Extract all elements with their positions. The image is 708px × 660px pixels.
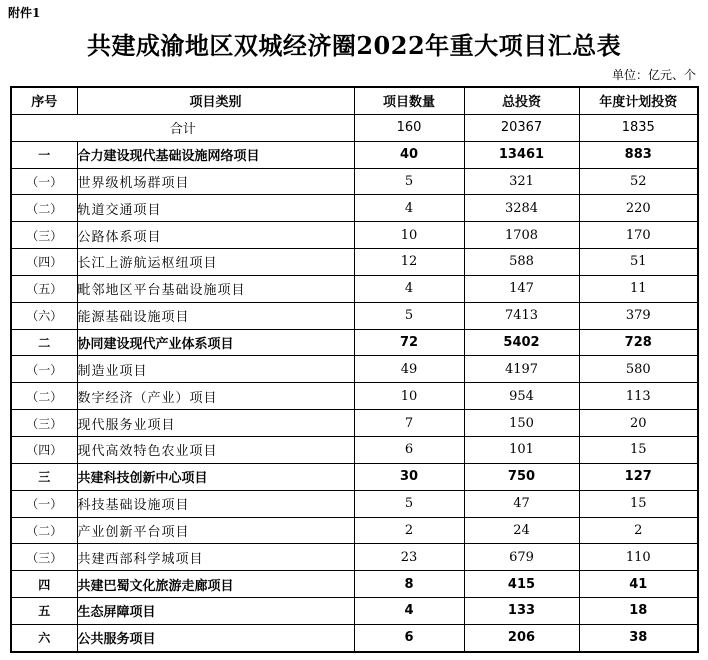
row-annual: 110 bbox=[579, 544, 698, 571]
row-investment: 47 bbox=[464, 490, 579, 517]
table-row bbox=[11, 410, 698, 437]
row-count: 10 bbox=[354, 383, 464, 410]
row-category: 合力建设现代基础设施网络项目 bbox=[77, 141, 354, 168]
row-count: 4 bbox=[354, 275, 464, 302]
row-category: 科技基础设施项目 bbox=[77, 490, 354, 517]
row-category: 世界级机场群项目 bbox=[77, 168, 354, 195]
row-category: 能源基础设施项目 bbox=[77, 302, 354, 329]
row-annual: 728 bbox=[579, 329, 698, 356]
row-category: 毗邻地区平台基础设施项目 bbox=[77, 275, 354, 302]
header-seq: 序号 bbox=[11, 87, 77, 114]
row-count: 2 bbox=[354, 517, 464, 544]
row-investment: 1708 bbox=[464, 222, 579, 249]
row-annual: 2 bbox=[579, 517, 698, 544]
summary-table bbox=[10, 86, 699, 653]
row-seq: （三） bbox=[11, 544, 77, 571]
row-category: 公共服务项目 bbox=[77, 624, 354, 651]
row-investment: 750 bbox=[464, 463, 579, 490]
row-category: 产业创新平台项目 bbox=[77, 517, 354, 544]
row-category: 生态屏障项目 bbox=[77, 598, 354, 625]
table-row bbox=[11, 141, 698, 168]
attachment-label: 附件1 bbox=[8, 6, 41, 20]
total-count: 160 bbox=[354, 114, 464, 141]
row-count: 6 bbox=[354, 436, 464, 463]
row-investment: 5402 bbox=[464, 329, 579, 356]
row-count: 49 bbox=[354, 356, 464, 383]
row-annual: 11 bbox=[579, 275, 698, 302]
row-category: 数字经济（产业）项目 bbox=[77, 383, 354, 410]
row-count: 5 bbox=[354, 168, 464, 195]
header-row bbox=[11, 87, 698, 114]
row-seq: （三） bbox=[11, 410, 77, 437]
table-row bbox=[11, 329, 698, 356]
row-annual: 20 bbox=[579, 410, 698, 437]
row-seq: 一 bbox=[11, 141, 77, 168]
row-count: 12 bbox=[354, 249, 464, 276]
table-body bbox=[11, 114, 698, 651]
row-investment: 147 bbox=[464, 275, 579, 302]
total-row bbox=[11, 114, 698, 141]
row-seq: （四） bbox=[11, 249, 77, 276]
table-row bbox=[11, 463, 698, 490]
row-count: 5 bbox=[354, 490, 464, 517]
table-row bbox=[11, 222, 698, 249]
row-category: 长江上游航运枢纽项目 bbox=[77, 249, 354, 276]
row-category: 公路体系项目 bbox=[77, 222, 354, 249]
header-annual: 年度计划投资 bbox=[579, 87, 698, 114]
row-annual: 170 bbox=[579, 222, 698, 249]
row-investment: 150 bbox=[464, 410, 579, 437]
header-investment: 总投资 bbox=[464, 87, 579, 114]
row-seq: 二 bbox=[11, 329, 77, 356]
row-annual: 15 bbox=[579, 490, 698, 517]
table-row bbox=[11, 275, 698, 302]
row-seq: 五 bbox=[11, 598, 77, 625]
table-row bbox=[11, 624, 698, 651]
row-annual: 379 bbox=[579, 302, 698, 329]
row-count: 10 bbox=[354, 222, 464, 249]
row-investment: 101 bbox=[464, 436, 579, 463]
table-row bbox=[11, 598, 698, 625]
table-row bbox=[11, 383, 698, 410]
row-annual: 18 bbox=[579, 598, 698, 625]
row-investment: 133 bbox=[464, 598, 579, 625]
table-row bbox=[11, 517, 698, 544]
row-annual: 883 bbox=[579, 141, 698, 168]
row-count: 72 bbox=[354, 329, 464, 356]
row-seq: （五） bbox=[11, 275, 77, 302]
row-count: 23 bbox=[354, 544, 464, 571]
row-annual: 51 bbox=[579, 249, 698, 276]
row-annual: 580 bbox=[579, 356, 698, 383]
row-seq: 四 bbox=[11, 571, 77, 598]
row-count: 4 bbox=[354, 598, 464, 625]
row-category: 轨道交通项目 bbox=[77, 195, 354, 222]
row-category: 共建巴蜀文化旅游走廊项目 bbox=[77, 571, 354, 598]
row-seq: （二） bbox=[11, 517, 77, 544]
table-row bbox=[11, 249, 698, 276]
total-investment: 20367 bbox=[464, 114, 579, 141]
row-category: 现代服务业项目 bbox=[77, 410, 354, 437]
table-row bbox=[11, 571, 698, 598]
unit-note: 单位：亿元、个 bbox=[611, 68, 696, 82]
row-seq: （一） bbox=[11, 490, 77, 517]
table-row bbox=[11, 436, 698, 463]
row-count: 4 bbox=[354, 195, 464, 222]
page-title: 共建成渝地区双城经济圈2022年重大项目汇总表 bbox=[86, 31, 622, 60]
row-annual: 220 bbox=[579, 195, 698, 222]
row-count: 7 bbox=[354, 410, 464, 437]
row-category: 共建科技创新中心项目 bbox=[77, 463, 354, 490]
table-row bbox=[11, 302, 698, 329]
row-investment: 415 bbox=[464, 571, 579, 598]
row-category: 现代高效特色农业项目 bbox=[77, 436, 354, 463]
row-investment: 679 bbox=[464, 544, 579, 571]
row-category: 协同建设现代产业体系项目 bbox=[77, 329, 354, 356]
row-investment: 954 bbox=[464, 383, 579, 410]
row-investment: 3284 bbox=[464, 195, 579, 222]
row-investment: 588 bbox=[464, 249, 579, 276]
row-count: 5 bbox=[354, 302, 464, 329]
row-seq: （三） bbox=[11, 222, 77, 249]
row-investment: 13461 bbox=[464, 141, 579, 168]
row-category: 制造业项目 bbox=[77, 356, 354, 383]
row-category: 共建西部科学城项目 bbox=[77, 544, 354, 571]
row-investment: 7413 bbox=[464, 302, 579, 329]
row-annual: 127 bbox=[579, 463, 698, 490]
row-seq: （一） bbox=[11, 168, 77, 195]
table-row bbox=[11, 168, 698, 195]
total-label: 合计 bbox=[11, 114, 354, 141]
row-count: 6 bbox=[354, 624, 464, 651]
row-annual: 113 bbox=[579, 383, 698, 410]
row-seq: （四） bbox=[11, 436, 77, 463]
row-annual: 41 bbox=[579, 571, 698, 598]
total-annual: 1835 bbox=[579, 114, 698, 141]
row-investment: 321 bbox=[464, 168, 579, 195]
table-row bbox=[11, 195, 698, 222]
row-seq: （一） bbox=[11, 356, 77, 383]
row-investment: 24 bbox=[464, 517, 579, 544]
row-seq: （二） bbox=[11, 383, 77, 410]
row-seq: （二） bbox=[11, 195, 77, 222]
row-investment: 4197 bbox=[464, 356, 579, 383]
table-row bbox=[11, 490, 698, 517]
row-investment: 206 bbox=[464, 624, 579, 651]
row-seq: 六 bbox=[11, 624, 77, 651]
row-annual: 52 bbox=[579, 168, 698, 195]
row-count: 40 bbox=[354, 141, 464, 168]
table-row bbox=[11, 356, 698, 383]
table-row bbox=[11, 544, 698, 571]
row-seq: （六） bbox=[11, 302, 77, 329]
row-annual: 38 bbox=[579, 624, 698, 651]
header-category: 项目类别 bbox=[77, 87, 354, 114]
row-seq: 三 bbox=[11, 463, 77, 490]
row-count: 8 bbox=[354, 571, 464, 598]
row-annual: 15 bbox=[579, 436, 698, 463]
row-count: 30 bbox=[354, 463, 464, 490]
header-count: 项目数量 bbox=[354, 87, 464, 114]
